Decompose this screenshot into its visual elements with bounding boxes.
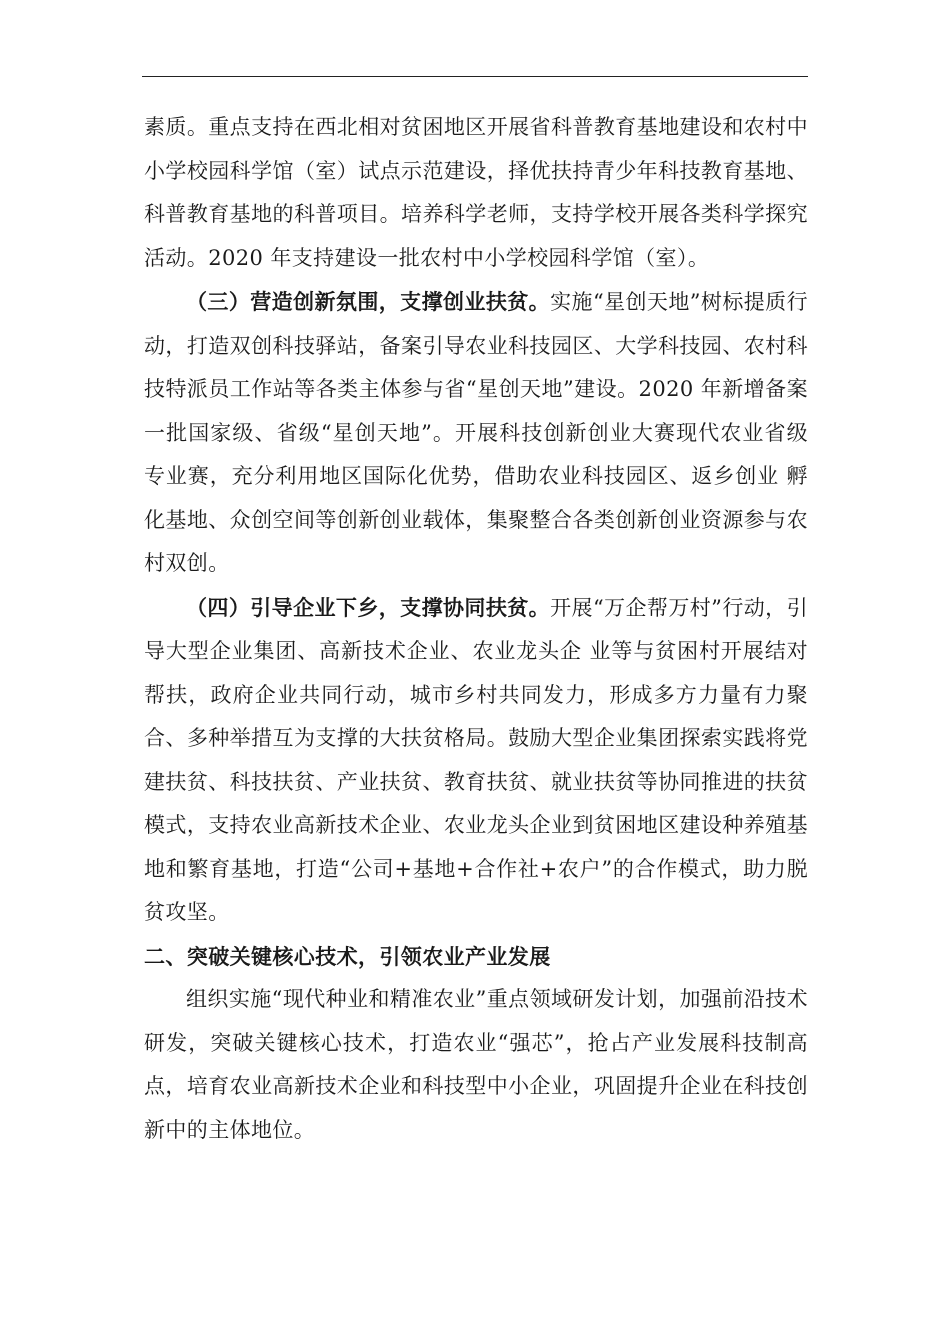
paragraph-section-three [144,280,808,586]
chapter-two-heading: 二、突破关键核心技术，引领农业产业发展 [144,943,551,969]
paragraph-section-four [144,586,808,935]
paragraph-chapter-two: 组织实施“现代种业和精准农业”重点领域研发计划，加强前沿技术研发，突破关键核心技术，打造农业“强芯”，抢占产业发展科技制高点，培育农业高新技术企业和科技型中小企业，巩固提升企业在科技创新中的主体地位。 [144,987,808,1142]
section-three-heading: （三）营造创新氛围，支撑创业扶贫。 [186,289,551,314]
document-body [144,106,808,1152]
header-rule [142,76,808,77]
section-four-heading: （四）引导企业下乡，支撑协同扶贫。 [186,594,551,620]
section-four-body: 开展“万企帮万村”行动，引导大型企业集团、高新技术企业、农业龙头企 业等与贫困村开展结对帮扶，政府企业共同行动，城市乡村共同发力，形成多方力量有力聚合、多种举措互为支撑的大扶贫格局。鼓励大型企业集团探索实践将党建扶贫、科技扶贫、产业扶贫、教育扶贫、就业扶贫等协同推进的扶贫模式，支持农业高新技术企业、农业龙头企业到贫困地区建设种养殖基地和繁育基地，打造“公司+基地+合作社+农户”的合作模式，助力脱贫攻坚。 [144,595,808,924]
section-three-body: 实施“星创天地”树标提质行动，打造双创科技驿站，备案引导农业科技园区、大学科技园、农村科技特派员工作站等各类主体参与省“星创天地”建设。2020 年新增备案一批国家级、省级“星创天地”。开展科技创新创业大赛现代农业省级专业赛，充分利用地区国际化优势，借助农业科技园区、返乡创业 孵化基地、众创空间等创新创业载体，集聚整合各类创新创业资源参与农村双创。 [144,290,808,575]
paragraph-continuation: 素质。重点支持在西北相对贫困地区开展省科普教育基地建设和农村中小学校园科学馆（室）试点示范建设，择优扶持青少年科技教育基地、科普教育基地的科普项目。培养科学老师，支持学校开展各类科学探究活动。2020 年支持建设一批农村中小学校园科学馆（室）。 [144,115,808,270]
